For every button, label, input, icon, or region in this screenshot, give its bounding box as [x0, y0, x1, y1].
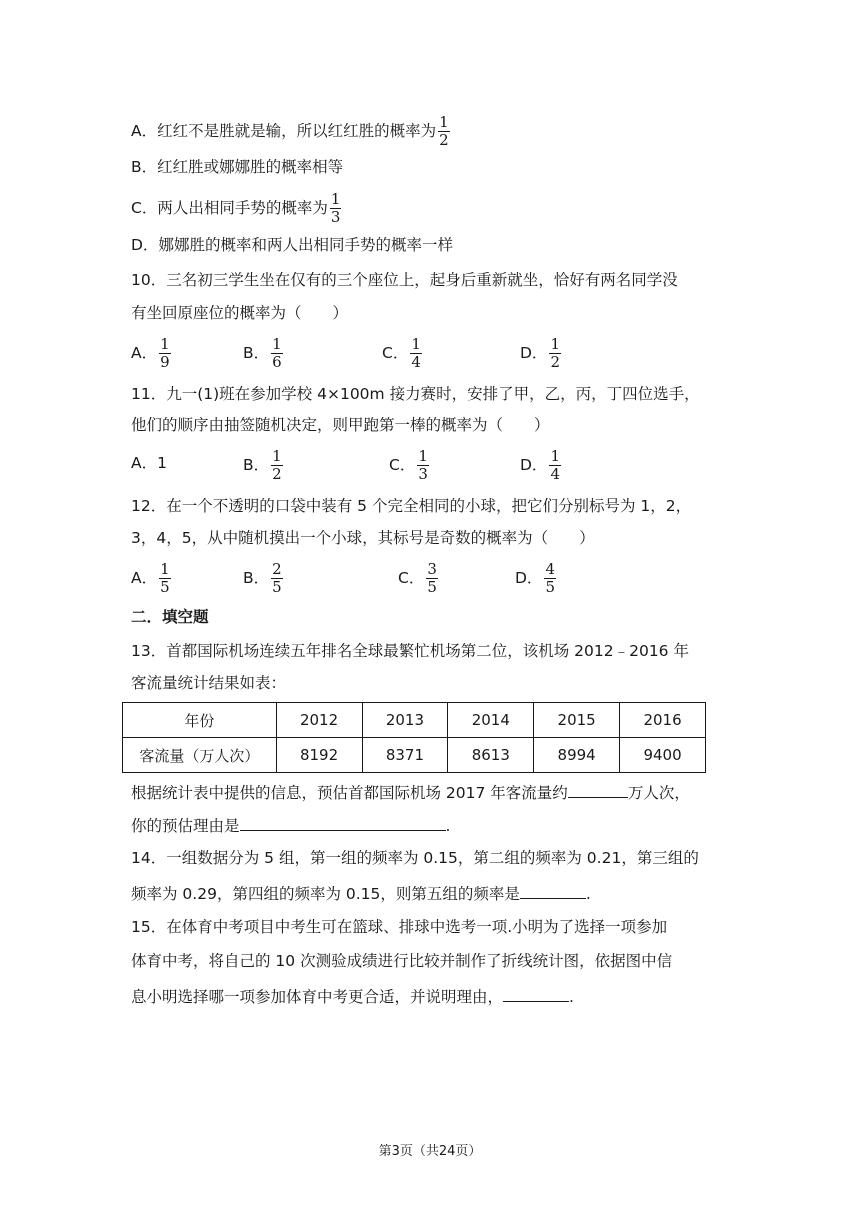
q15-stem-line1: 15．在体育中考项目中考生可在篮球、排球中选考一项.小明为了选择一项参加	[131, 918, 668, 936]
table-cell: 2012	[276, 703, 362, 738]
q11-option-c: C． $\frac{1}{3}$	[389, 447, 428, 483]
q9-option-a: A．红红不是胜就是输，所以红红胜的概率为 $\frac{1}{2}$	[131, 113, 449, 149]
table-cell: 8371	[362, 738, 448, 773]
section-heading-fill-in: 二．填空题	[131, 608, 209, 626]
table-cell: 2015	[534, 703, 620, 738]
q15-line3: 息小明选择哪一项参加体育中考更合适，并说明理由， .	[131, 985, 574, 1007]
q14-line2: 频率为 0.29，第四组的频率为 0.15，则第五组的频率是 .	[131, 882, 591, 904]
q11-option-a: A．1	[131, 454, 167, 472]
q11-stem-line2: 他们的顺序由抽签随机决定，则甲跑第一棒的概率为（ ）	[131, 416, 550, 434]
answer-blank	[240, 814, 446, 831]
q12-stem-line2: 3，4，5，从中随机摸出一个小球，其标号是奇数的概率为（ ）	[131, 529, 595, 547]
q10-stem-line1: 10．三名初三学生坐在仅有的三个座位上，起身后重新就坐，恰好有两名同学没	[131, 271, 678, 289]
table-header-cell: 年份	[123, 703, 277, 738]
q9-option-c: C．两人出相同手势的概率为 $\frac{1}{3}$	[131, 190, 341, 226]
q12-option-b: B． $\frac{2}{5}$	[243, 560, 282, 596]
table-cell: 8192	[276, 738, 362, 773]
q10-option-b: B． $\frac{1}{6}$	[243, 335, 282, 371]
q10-option-c: C． $\frac{1}{4}$	[382, 335, 421, 371]
table-cell: 9400	[620, 738, 706, 773]
q11-option-d: D． $\frac{1}{4}$	[520, 447, 560, 483]
q12-option-c: C． $\frac{3}{5}$	[398, 560, 437, 596]
q10-stem-line2: 有坐回原座位的概率为（ ）	[131, 304, 349, 322]
q12-option-d: D． $\frac{4}{5}$	[515, 560, 555, 596]
answer-blank	[520, 882, 586, 899]
table-cell: 8613	[448, 738, 534, 773]
table-cell: 2016	[620, 703, 706, 738]
q13-line4: 你的预估理由是 .	[131, 814, 450, 836]
table-row	[123, 738, 706, 773]
q11-option-b: B． $\frac{1}{2}$	[243, 447, 282, 483]
answer-blank	[568, 781, 628, 798]
table-header-cell: 客流量（万人次）	[123, 738, 277, 773]
table-row	[123, 703, 706, 738]
fraction: $\frac{1}{3}$	[330, 190, 341, 226]
q12-stem-line1: 12．在一个不透明的口袋中装有 5 个完全相同的小球，把它们分别标号为 1，2，	[131, 497, 692, 515]
q10-option-d: D． $\frac{1}{2}$	[520, 335, 560, 371]
q14-stem-line1: 14．一组数据分为 5 组，第一组的频率为 0.15，第二组的频率为 0.21，第三组的	[131, 849, 699, 867]
q15-stem-line2: 体育中考，将自己的 10 次测验成绩进行比较并制作了折线统计图，依据图中信	[131, 952, 673, 970]
q12-option-a: A． $\frac{1}{5}$	[131, 560, 170, 596]
q13-stem-line2: 客流量统计结果如表：	[131, 674, 287, 692]
q13-stem-line1: 13．首都国际机场连续五年排名全球最繁忙机场第二位，该机场 2012﹣2016 年	[131, 642, 689, 660]
table-cell: 2013	[362, 703, 448, 738]
fraction: $\frac{1}{2}$	[439, 113, 449, 149]
table-cell: 2014	[448, 703, 534, 738]
q13-line3: 根据统计表中提供的信息，预估首都国际机场 2017 年客流量约 万人次，	[131, 781, 690, 803]
q9-option-d: D．娜娜胜的概率和两人出相同手势的概率一样	[131, 236, 453, 254]
q11-stem-line1: 11．九一(1)班在参加学校 4×100m 接力赛时，安排了甲，乙，丙，丁四位选手，	[131, 385, 700, 403]
passenger-flow-table	[122, 702, 706, 773]
q10-option-a: A． $\frac{1}{9}$	[131, 335, 170, 371]
q9-option-b: B．红红胜或娜娜胜的概率相等	[131, 158, 344, 176]
table-cell: 8994	[534, 738, 620, 773]
answer-blank	[503, 985, 569, 1002]
page-footer: 第3页（共24页）	[378, 1144, 482, 1159]
